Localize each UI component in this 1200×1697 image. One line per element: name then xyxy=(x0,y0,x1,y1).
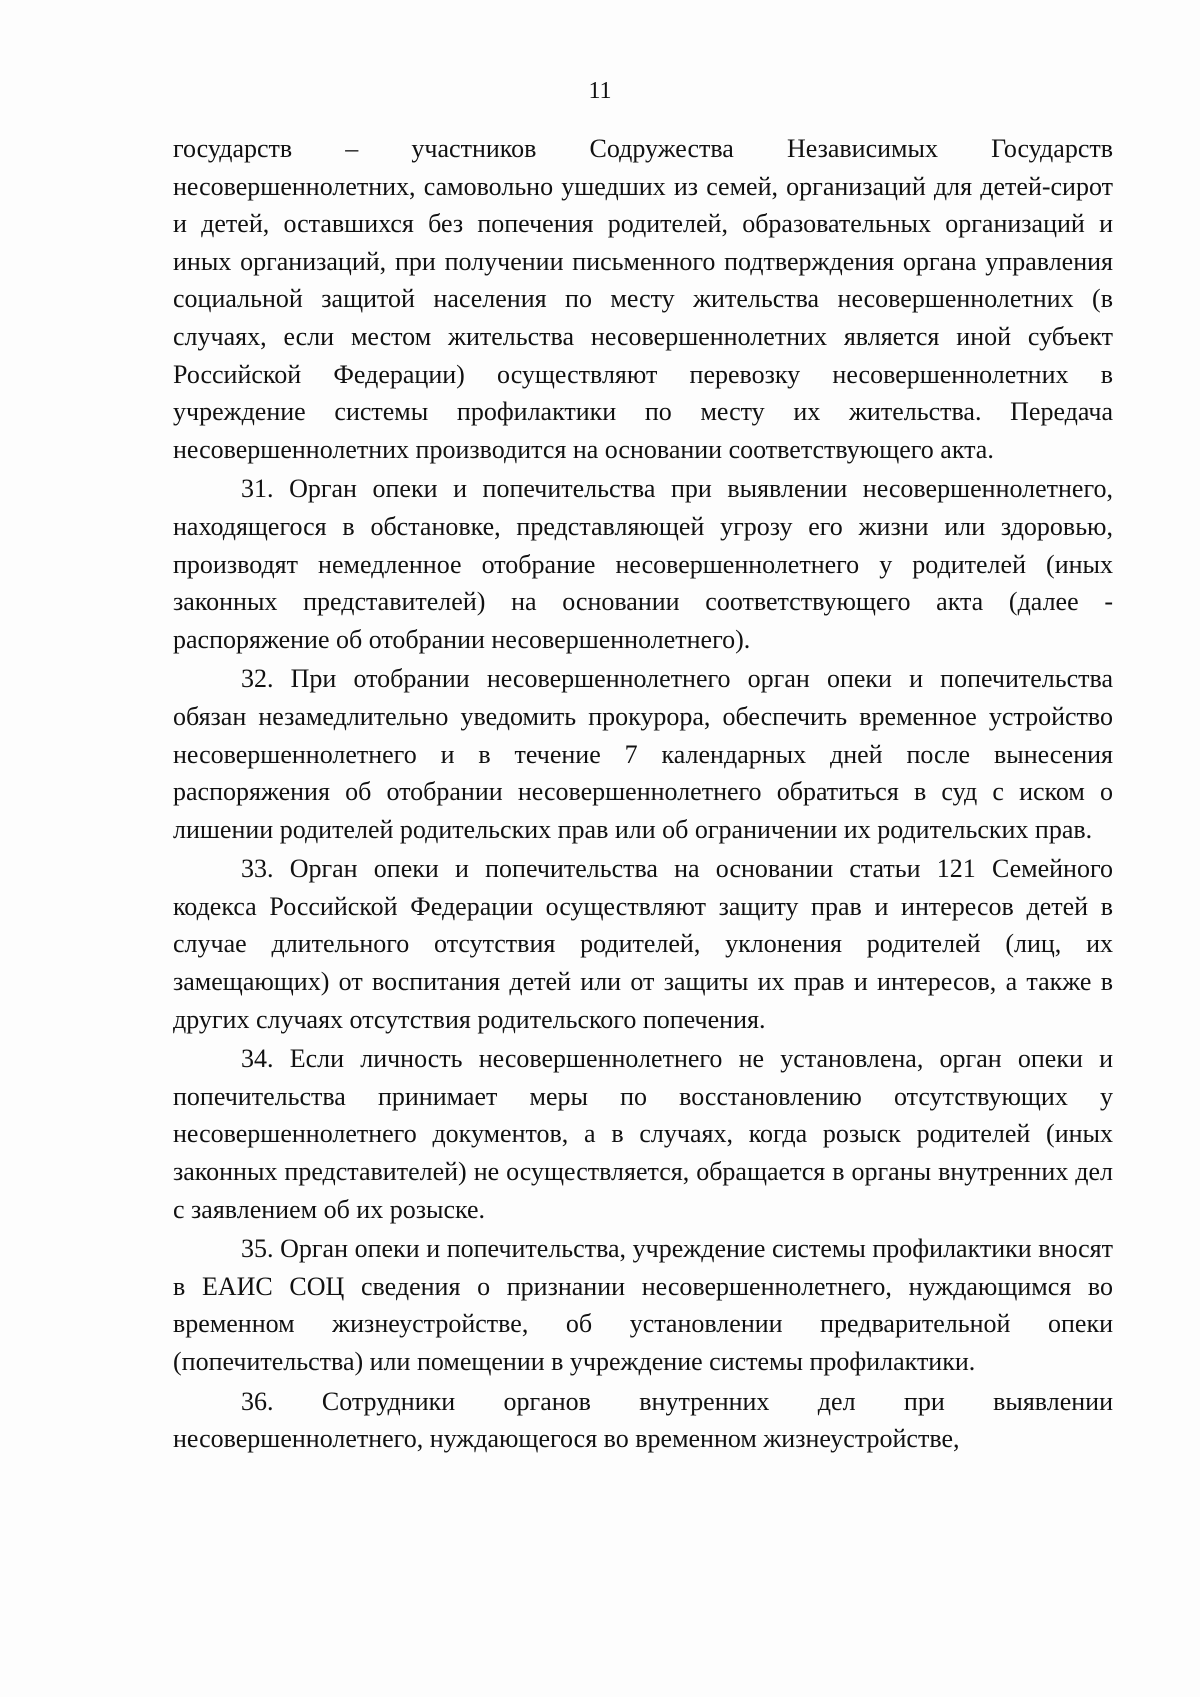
paragraph-31: 31. Орган опеки и попечительства при выявлении несовершеннолетнего, находящегося в обстановке, представляющей угрозу его жизни или здоровью, производят немедленное отобрание несовершеннолетнего у родителей (иных законных представителей) на основании соответствующего акта (далее - распоряжение об отобрании несовершеннолетнего). xyxy=(173,474,1113,654)
paragraph-36: 36. Сотрудники органов внутренних дел при выявлении несовершеннолетнего, нуждающегося во временном жизнеустройстве, xyxy=(173,1386,1113,1454)
paragraph-32: 32. При отобрании несовершеннолетнего орган опеки и попечительства обязан незамедлительно уведомить прокурора, обеспечить временное устройство несовершеннолетнего и в течение 7 календарных дней после вынесения распоряжения об отобрании несовершеннолетнего обратиться в суд с иском о лишении родителей родительских прав или об ограничении их родительских прав. xyxy=(173,664,1113,844)
paragraph-33: 33. Орган опеки и попечительства на основании статьи 121 Семейного кодекса Российской Федерации осуществляют защиту прав и интересов детей в случае длительного отсутствия родителей, уклонения родителей (лиц, их замещающих) от воспитания детей или от защиты их прав и интересов, а также в других случаях отсутствия родительского попечения. xyxy=(173,854,1113,1034)
paragraph-continuation: государств – участников Содружества Независимых Государств несовершеннолетних, самовольно ушедших из семей, организаций для детей-сирот и детей, оставшихся без попечения родителей, образовательных организаций и иных организаций, при получении письменного подтверждения органа управления социальной защитой населения по месту жительства несовершеннолетних (в случаях, если местом жительства несовершеннолетних является иной субъект Российской Федерации) осуществляют перевозку несовершеннолетних в учреждение системы профилактики по месту их жительства. Передача несовершеннолетних производится на основании соответствующего акта. xyxy=(173,134,1113,464)
paragraph-35: 35. Орган опеки и попечительства, учреждение системы профилактики вносят в ЕАИС СОЦ сведения о признании несовершеннолетнего, нуждающимся во временном жизнеустройстве, об установлении предварительной опеки (попечительства) или помещении в учреждение системы профилактики. xyxy=(173,1234,1113,1376)
page-number: 11 xyxy=(588,78,612,104)
document-body xyxy=(173,130,1113,1460)
paragraph-34: 34. Если личность несовершеннолетнего не установлена, орган опеки и попечительства принимает меры по восстановлению отсутствующих у несовершеннолетнего документов, а в случаях, когда розыск родителей (иных законных представителей) не осуществляется, обращается в органы внутренних дел с заявлением об их розыске. xyxy=(173,1044,1113,1224)
